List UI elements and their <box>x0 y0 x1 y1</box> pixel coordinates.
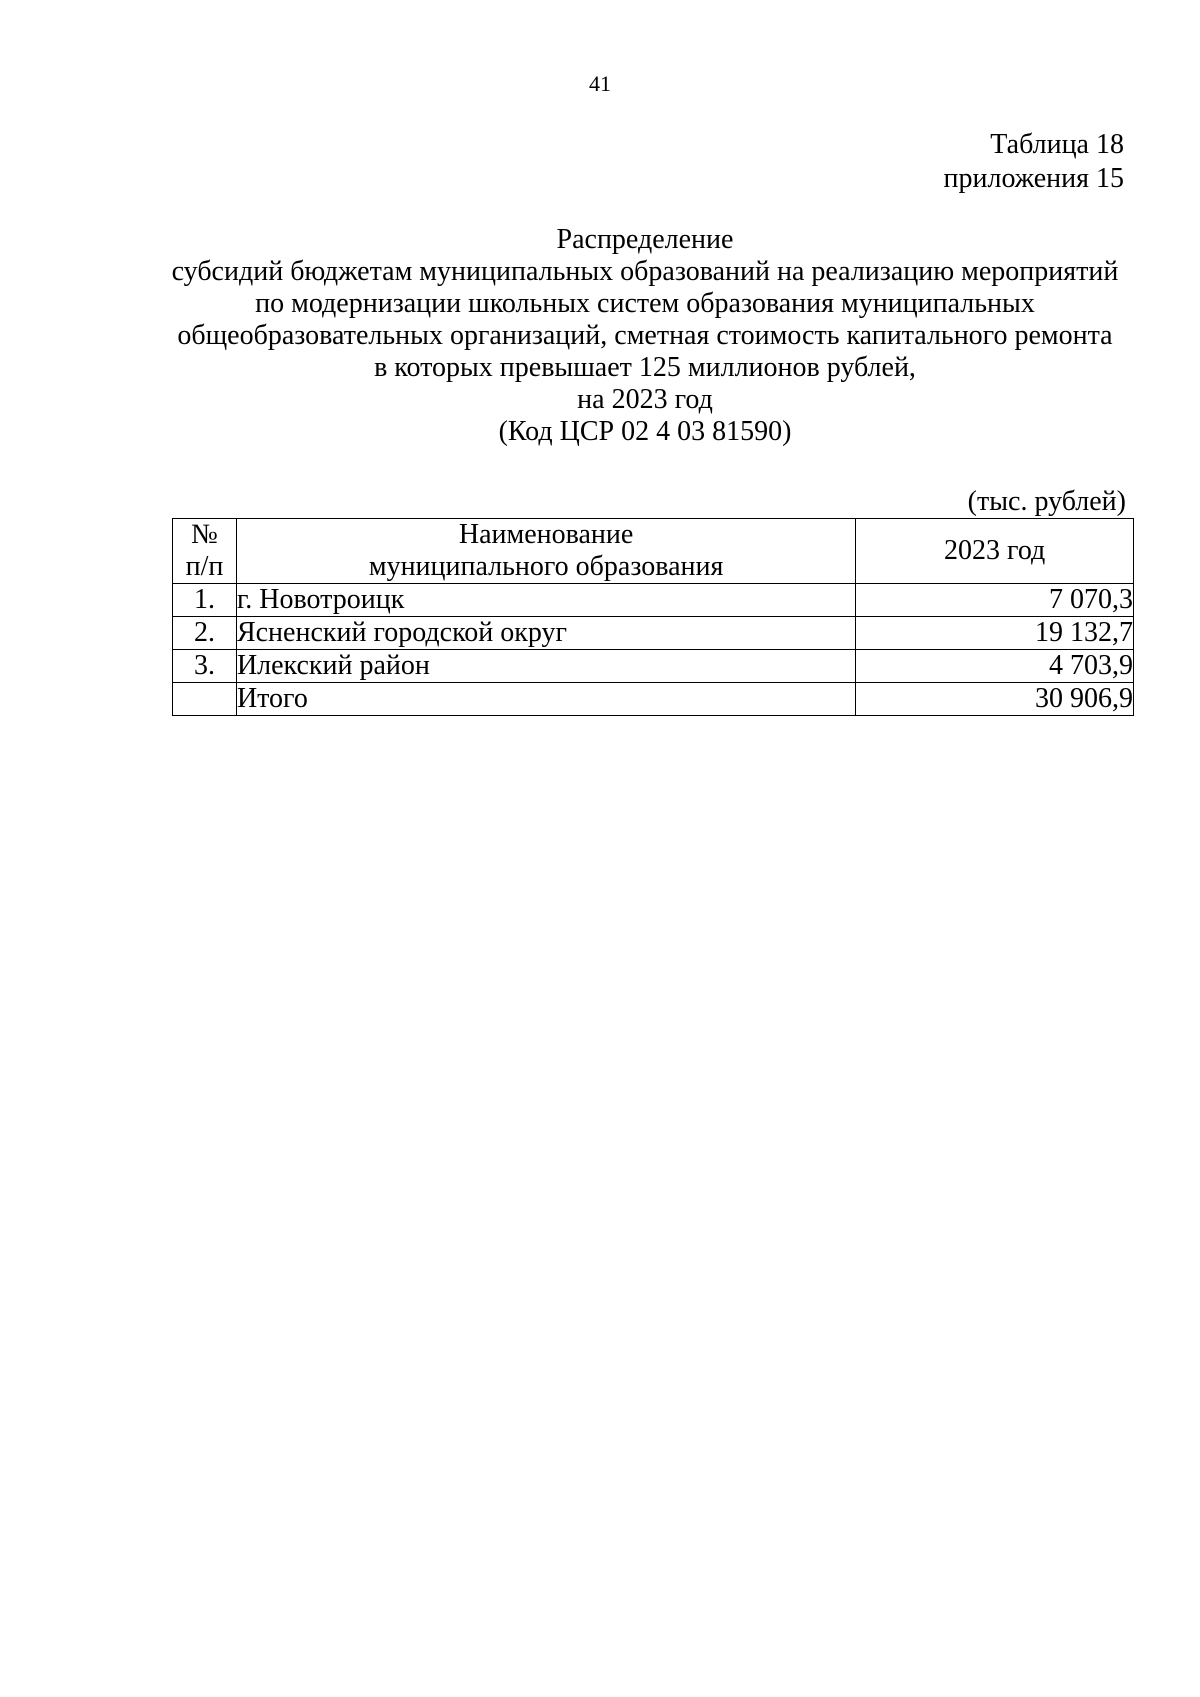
header-name-line2: муниципального образования <box>368 551 724 582</box>
title-line: субсидий бюджетам муниципальных образований на реализацию мероприятий <box>171 256 1119 287</box>
row-number: 1. <box>173 584 237 617</box>
header-name <box>236 519 855 584</box>
row-name: г. Новотроицк <box>236 584 855 617</box>
row-name: Ясненский городской округ <box>236 617 855 650</box>
document-title <box>160 224 1130 448</box>
header-name-line1: Наименование <box>458 519 634 550</box>
row-value: 19 132,7 <box>856 617 1134 650</box>
title-line: в которых превышает 125 миллионов рублей, <box>374 352 916 383</box>
row-value: 4 703,9 <box>856 650 1134 683</box>
table-header-row <box>173 519 1134 584</box>
table-reference-line2: приложения 15 <box>943 163 1124 194</box>
row-number: 2. <box>173 617 237 650</box>
table-reference-line1: Таблица 18 <box>990 129 1124 160</box>
page-number: 41 <box>589 71 611 96</box>
header-number <box>173 519 237 584</box>
total-label: Итого <box>236 683 855 716</box>
title-code: (Код ЦСР 02 4 03 81590) <box>498 416 792 447</box>
title-line: по модернизации школьных систем образования муниципальных <box>255 288 1035 319</box>
distribution-table <box>172 518 1134 716</box>
total-value: 30 906,9 <box>856 683 1134 716</box>
title-line: общеобразовательных организаций, сметная стоимость капитального ремонта <box>177 320 1113 351</box>
table-row <box>173 617 1134 650</box>
title-heading: Распределение <box>556 224 734 255</box>
header-year: 2023 год <box>856 519 1134 584</box>
table-row <box>173 650 1134 683</box>
total-number-cell <box>173 683 237 716</box>
row-value: 7 070,3 <box>856 584 1134 617</box>
table-row <box>173 584 1134 617</box>
header-number-line1: № <box>191 519 218 550</box>
title-line: на 2023 год <box>577 384 713 415</box>
table-reference <box>944 128 1125 196</box>
units-label: (тыс. рублей) <box>967 486 1126 517</box>
table-total-row <box>173 683 1134 716</box>
header-number-line2: п/п <box>185 551 224 582</box>
row-number: 3. <box>173 650 237 683</box>
row-name: Илекский район <box>236 650 855 683</box>
